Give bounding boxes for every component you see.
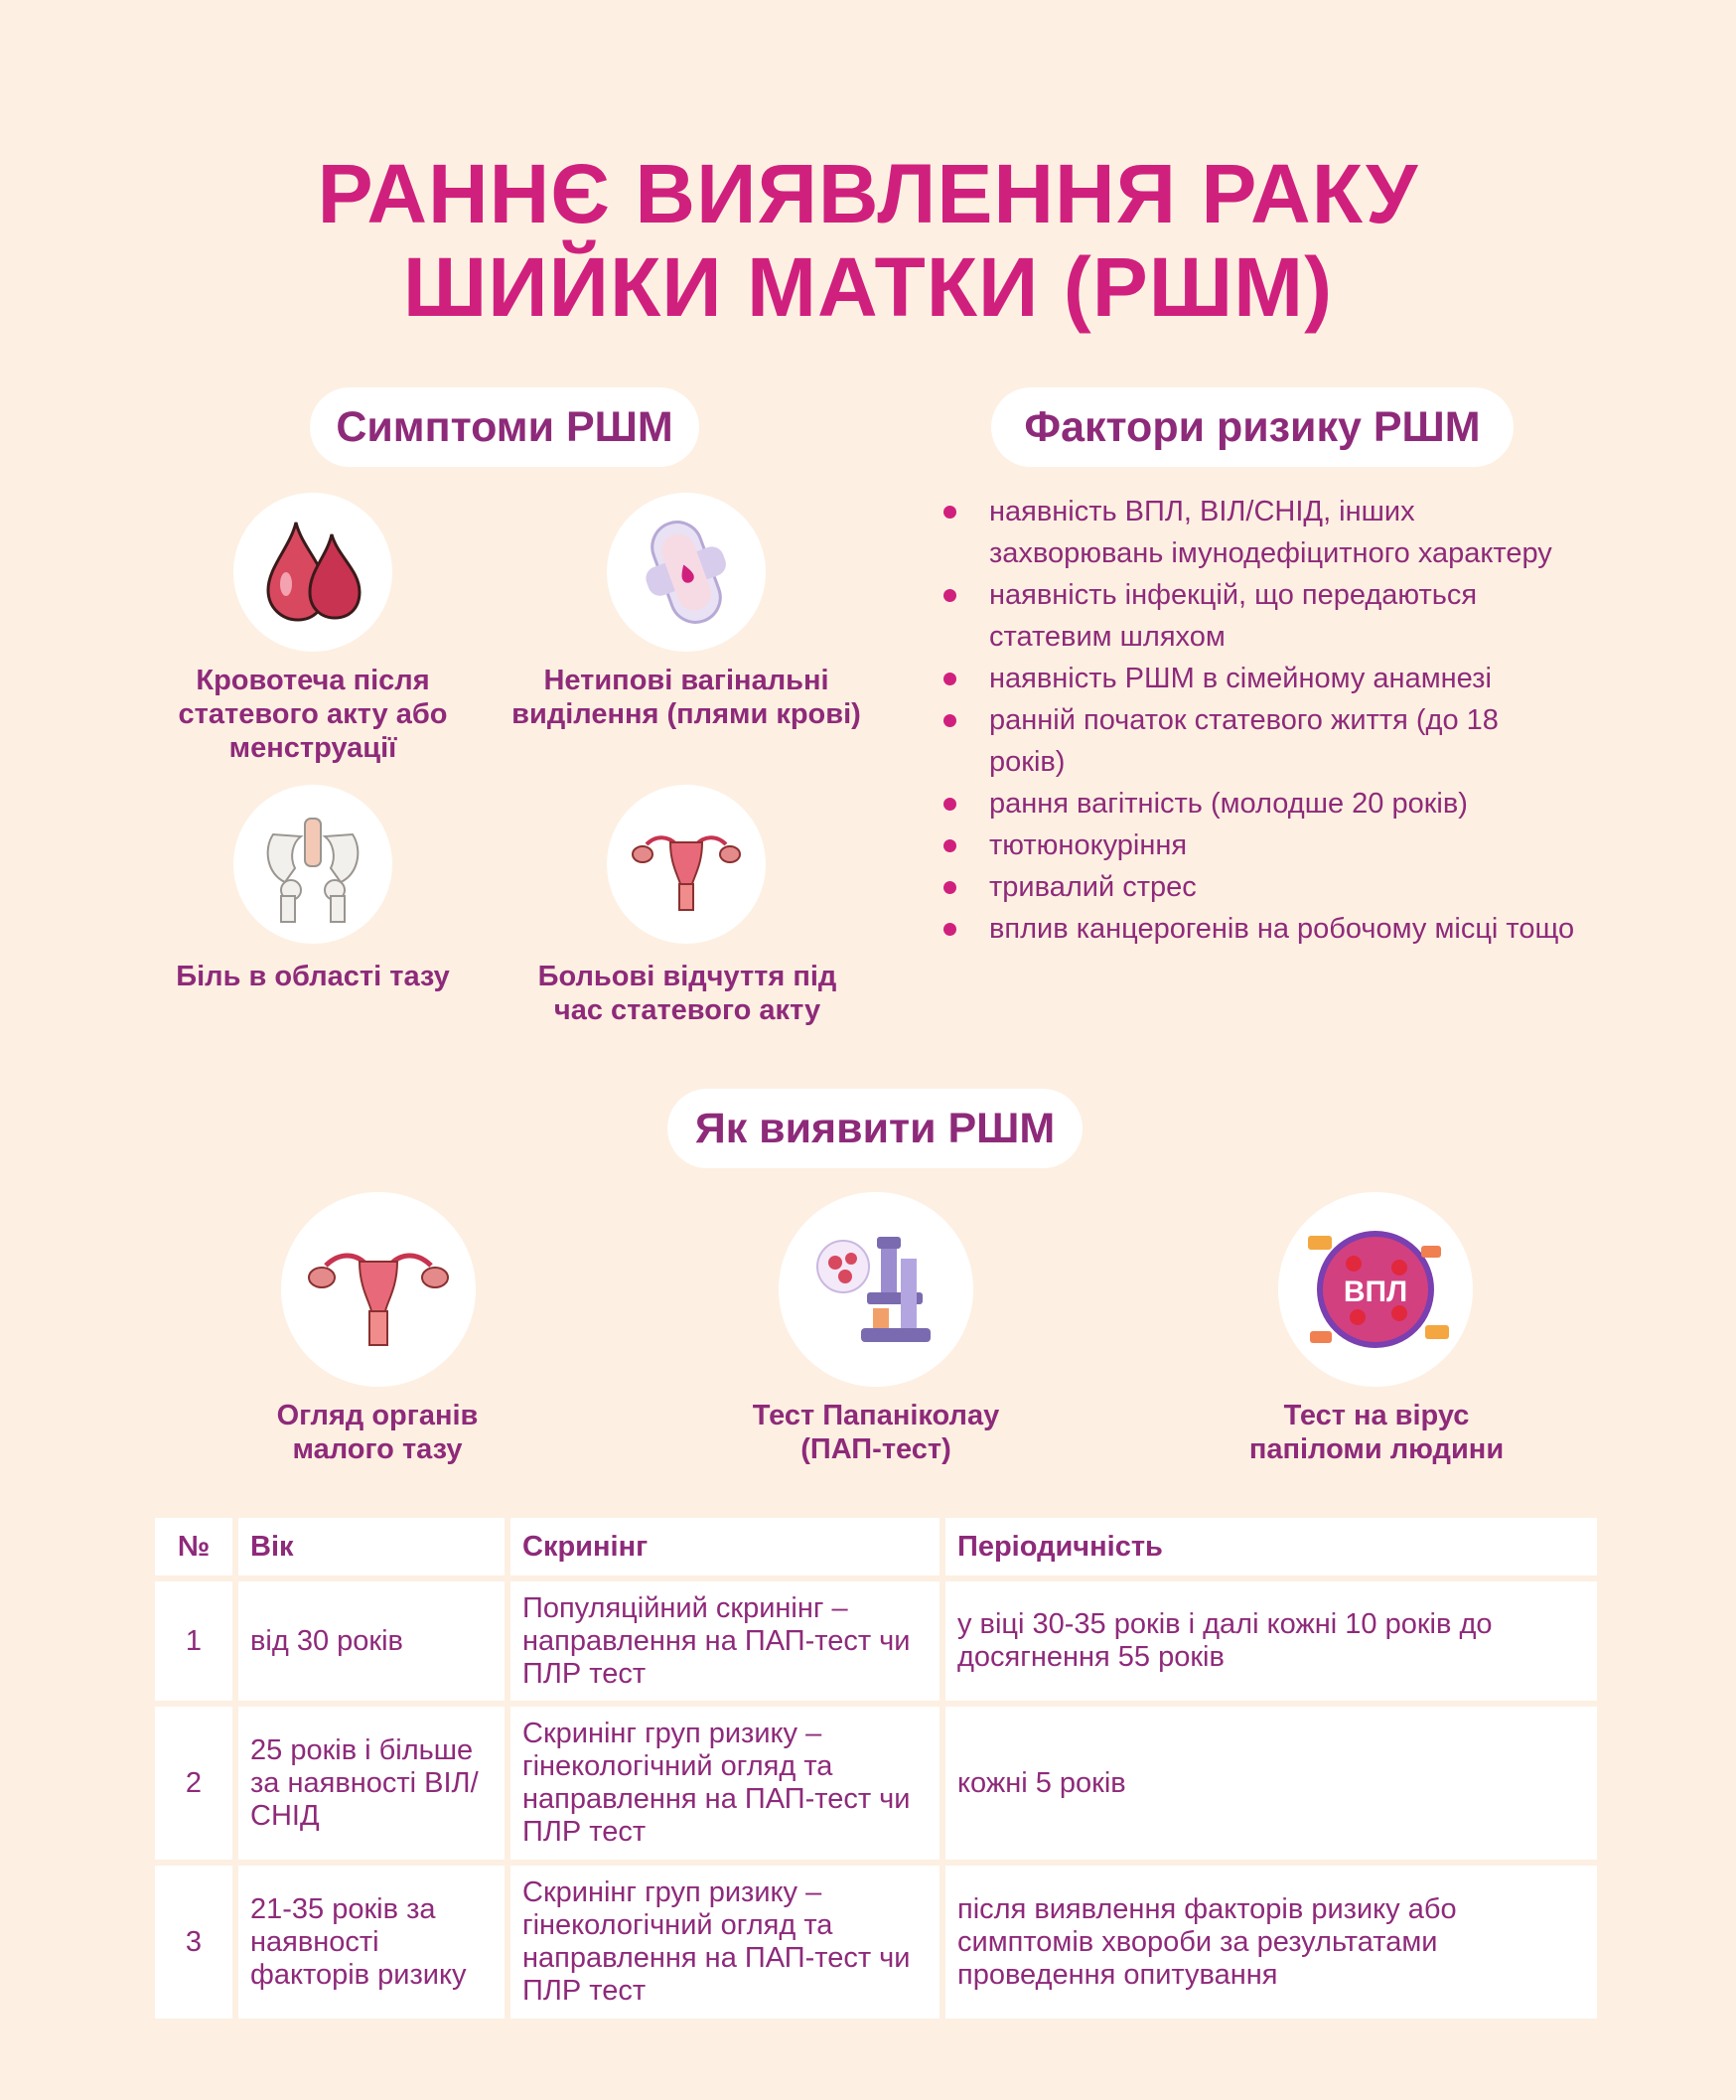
risk-factor-item: тютюнокуріння: [943, 825, 1579, 866]
microscope-icon: [801, 1215, 950, 1364]
virus-icon: [1296, 1210, 1455, 1369]
detection-heading: Як виявити РШМ: [667, 1089, 1083, 1168]
symptom-1-circle: [233, 493, 392, 652]
row-period: у віці 30-35 років і далі кожні 10 років до досягнення 55 років: [945, 1581, 1597, 1701]
table-row: [155, 1707, 1597, 1860]
symptom-2-circle: [607, 493, 766, 652]
table-row: [155, 1866, 1597, 2019]
bullet-icon: [943, 839, 956, 852]
detection-2-circle: [779, 1192, 973, 1387]
table-row: [155, 1581, 1597, 1701]
bullet-icon: [943, 673, 956, 685]
bullet-icon: [943, 506, 956, 519]
row-period: після виявлення факторів ризику або симптомів хвороби за результатами проведення опитування: [945, 1866, 1597, 2019]
uterus-icon: [627, 815, 746, 914]
title-line-1: РАННЄ ВИЯВЛЕННЯ РАКУ: [317, 147, 1419, 240]
risk-factor-item: наявність інфекцій, що передаються статевим шляхом: [943, 574, 1579, 658]
table-header-row: [155, 1518, 1597, 1575]
risk-factor-item: наявність ВПЛ, ВІЛ/СНІД, інших захворювань імунодефіцитного характеру: [943, 491, 1579, 574]
detection-3-circle: [1278, 1192, 1473, 1387]
row-period: кожні 5 років: [945, 1707, 1597, 1860]
symptom-3-label: Біль в області тазу: [176, 961, 450, 992]
symptom-4-circle: [607, 785, 766, 944]
blood-drops-icon: [258, 513, 367, 632]
bullet-icon: [943, 923, 956, 936]
header-screening: Скринінг: [510, 1518, 940, 1575]
header-age: Вік: [238, 1518, 505, 1575]
bullet-icon: [943, 881, 956, 894]
detection-1-label: Огляд органів малого тазу: [276, 1400, 479, 1465]
row-age: 25 років і більше за наявності ВІЛ/СНІД: [238, 1707, 505, 1860]
page-title: [0, 147, 1736, 334]
risk-factors-list: [943, 491, 1579, 950]
screening-table: [149, 1512, 1603, 2025]
symptom-3-circle: [233, 785, 392, 944]
symptom-2-label: Нетипові вагінальні виділення (плями крові): [511, 665, 861, 730]
bullet-icon: [943, 714, 956, 727]
row-screening: Популяційний скринінг – направлення на ПАП-тест чи ПЛР тест: [510, 1581, 940, 1701]
bullet-icon: [943, 589, 956, 602]
header-periodicity: Періодичність: [945, 1518, 1597, 1575]
row-screening: Скринінг груп ризику – гінекологічний огляд та направлення на ПАП-тест чи ПЛР тест: [510, 1866, 940, 2019]
pelvis-icon: [253, 805, 372, 924]
risk-factor-item: рання вагітність (молодше 20 років): [943, 783, 1579, 825]
risk-factors-heading: Фактори ризику РШМ: [991, 387, 1514, 467]
detection-3-label: Тест на вірус папіломи людини: [1248, 1400, 1505, 1465]
uterus-icon: [304, 1230, 453, 1349]
sanitary-pad-icon: [632, 513, 741, 632]
symptom-4-label: Больові відчуття під час статевого акту: [537, 961, 837, 1026]
detection-1-circle: [281, 1192, 476, 1387]
detection-2-label: Тест Папаніколау (ПАП-тест): [752, 1400, 1000, 1465]
row-number: 2: [155, 1707, 232, 1860]
row-age: від 30 років: [238, 1581, 505, 1701]
row-screening: Скринінг груп ризику – гінекологічний огляд та направлення на ПАП-тест чи ПЛР тест: [510, 1707, 940, 1860]
risk-factor-item: ранній початок статевого життя (до 18 років): [943, 699, 1579, 783]
row-number: 3: [155, 1866, 232, 2019]
risk-factor-item: тривалий стрес: [943, 866, 1579, 908]
virus-badge: ВПЛ: [1343, 1275, 1408, 1308]
row-age: 21-35 років за наявності факторів ризику: [238, 1866, 505, 2019]
risk-factor-item: наявність РШМ в сімейному анамнезі: [943, 658, 1579, 699]
risk-factor-item: вплив канцерогенів на робочому місці тощо: [943, 908, 1579, 950]
symptoms-heading: Симптоми РШМ: [310, 387, 699, 467]
bullet-icon: [943, 798, 956, 811]
symptom-1-label: Кровотеча після статевого акту або менструації: [178, 665, 448, 764]
row-number: 1: [155, 1581, 232, 1701]
header-number: №: [155, 1518, 232, 1575]
title-line-2: ШИЙКИ МАТКИ (РШМ): [402, 240, 1334, 334]
